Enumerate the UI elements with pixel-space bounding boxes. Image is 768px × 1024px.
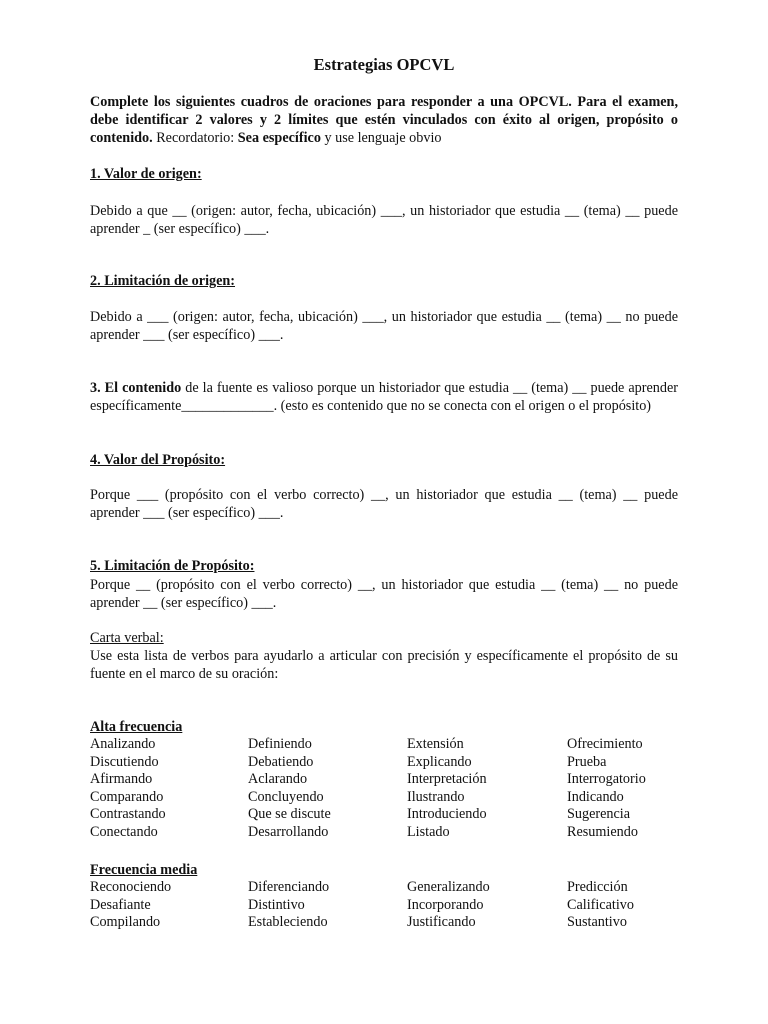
section-1-text: Debido a que __ (origen: autor, fecha, ubicación) ___, un historiador que estudia __ (tema) __ puede aprender _ (ser específico) ___.: [90, 203, 678, 237]
reminder-rest: y use lenguaje obvio: [320, 130, 442, 146]
section-1-heading: 1. Valor de origen:: [90, 166, 202, 182]
verb-item: Reconociendo: [90, 879, 172, 895]
verb-item: Explicando: [407, 753, 472, 770]
verb-item: Diferenciando: [248, 879, 330, 895]
section-4-text: Porque ___ (propósito con el verbo correcto) __, un historiador que estudia __ (tema) __ puede aprender ___ (ser específico) ___.: [90, 487, 678, 521]
verb-item: Incorporando: [407, 896, 484, 913]
verb-group-heading: Alta frecuencia: [90, 719, 183, 735]
verb-item: Predicción: [567, 879, 628, 895]
verb-item: Afirmando: [90, 771, 153, 788]
verb-item: Debatiendo: [248, 753, 314, 770]
verb-item: Generalizando: [407, 879, 490, 895]
verb-grid: [90, 879, 678, 932]
verb-grid: [90, 736, 678, 842]
verb-chart-label: Carta verbal:: [90, 630, 164, 646]
verb-item: Interrogatorio: [567, 771, 646, 788]
verb-item: Calificativo: [567, 896, 634, 913]
verb-item: Compilando: [90, 914, 161, 931]
verb-item: Indicando: [567, 788, 624, 805]
section-3-text: de la fuente es valioso porque un historiador que estudia __ (tema) __ puede aprender específicamente_____________. (esto es contenido que no se conecta con el origen o el propósito): [90, 380, 678, 414]
verb-chart-description: Use esta lista de verbos para ayudarlo a articular con precisión y específicamente el propósito de su fuente en el marco de su oración:: [90, 648, 678, 682]
intro-paragraph: [90, 93, 678, 147]
verb-item: Discutiendo: [90, 753, 159, 770]
section-5-text: Porque __ (propósito con el verbo correcto) __, un historiador que estudia __ (tema) __ no puede aprender __ (ser específico) ___.: [90, 577, 678, 611]
verb-item: Introduciendo: [407, 806, 487, 823]
verb-item: Justificando: [407, 914, 476, 931]
verb-item: Concluyendo: [248, 788, 324, 805]
verb-item: Resumiendo: [567, 823, 638, 840]
verb-item: Conectando: [90, 823, 158, 840]
verb-item: Contrastando: [90, 806, 166, 823]
verb-item: Ilustrando: [407, 788, 465, 805]
section-3-heading: 3. El contenido: [90, 380, 182, 396]
verb-item: Listado: [407, 823, 450, 840]
reminder-label: Recordatorio:: [152, 130, 238, 146]
verb-item: Sugerencia: [567, 806, 631, 823]
verb-item: Interpretación: [407, 771, 487, 788]
verb-item: Aclarando: [248, 771, 308, 788]
verb-item: Comparando: [90, 788, 164, 805]
reminder-bold: Sea específico: [237, 130, 321, 146]
section-5-heading: 5. Limitación de Propósito:: [90, 558, 255, 574]
verb-item: Prueba: [567, 753, 607, 770]
intro-bold-text: Complete los siguientes cuadros de oraciones para responder a una OPCVL. Para el examen, debe identificar 2 valores y 2 límites que estén vinculados con éxito al origen, propósito o contenido.: [90, 94, 678, 146]
verb-group-high-frequency: [90, 718, 678, 842]
verb-item: Que se discute: [248, 806, 331, 823]
document-title: Estrategias OPCVL: [313, 55, 455, 74]
verb-item: Definiendo: [248, 736, 312, 752]
verb-item: Estableciendo: [248, 914, 328, 931]
verb-item: Sustantivo: [567, 914, 627, 931]
verb-group-medium-frequency: [90, 861, 678, 932]
section-4-heading: 4. Valor del Propósito:: [90, 452, 226, 468]
verb-group-heading: Frecuencia media: [90, 862, 198, 878]
verb-item: Desarrollando: [248, 823, 329, 840]
section-2-heading: 2. Limitación de origen:: [90, 273, 236, 289]
verb-item: Extensión: [407, 736, 464, 752]
verb-item: Analizando: [90, 736, 156, 752]
section-2-text: Debido a ___ (origen: autor, fecha, ubicación) ___, un historiador que estudia __ (tema) __ no puede aprender ___ (ser específico) ___.: [90, 309, 678, 343]
verb-item: Desafiante: [90, 896, 151, 913]
section-3-paragraph: [90, 379, 678, 415]
verb-item: Distintivo: [248, 896, 305, 913]
verb-item: Ofrecimiento: [567, 736, 643, 752]
